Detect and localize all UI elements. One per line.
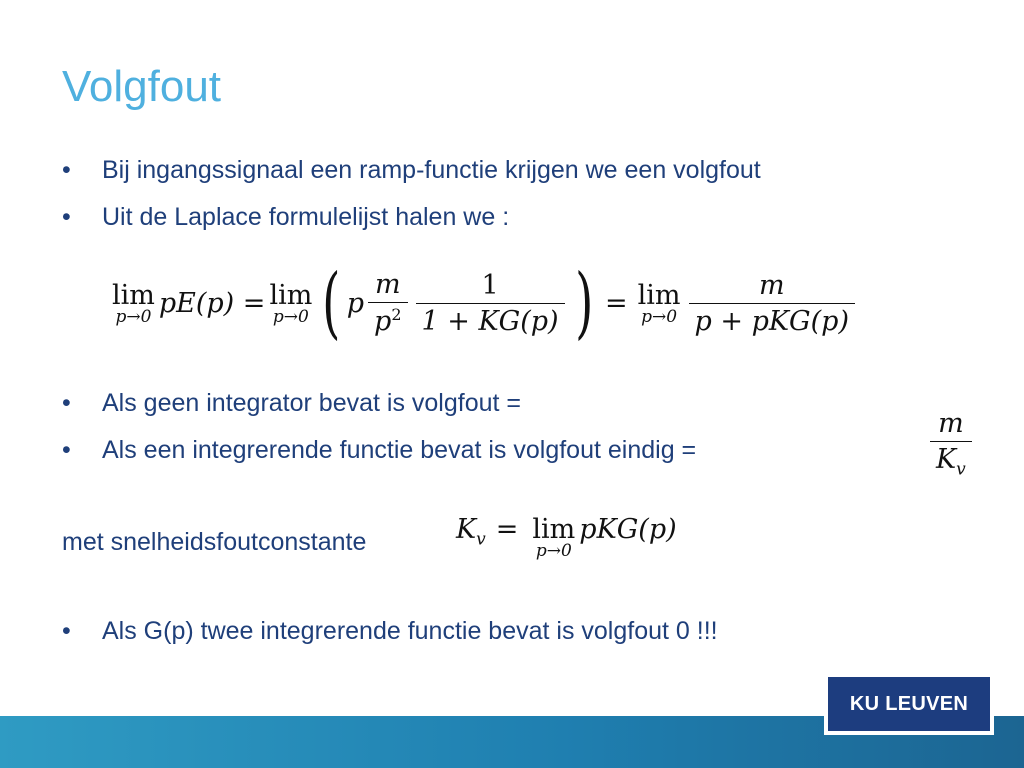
limit-operator [532,514,575,561]
v-subscript: v [476,529,486,550]
kv-formula [456,514,677,561]
bullet-text: Uit de Laplace formulelijst halen we : [102,203,510,231]
lim-subscript: p→0 [272,306,309,327]
equals-sign: = [605,287,628,319]
bullet-item-4 [62,436,696,465]
equals-sign: = [495,514,519,545]
k-symbol: K [456,514,477,545]
numerator: m [758,269,785,301]
fraction-m-over-p2 [368,269,407,337]
lim-text: lim [637,279,681,311]
bullet-text: Als een integrerende functie bevat is volgfout eindig = [102,436,697,464]
denominator [930,441,972,479]
m-over-kv-fraction [926,408,976,479]
bullet-item-5 [62,617,718,646]
logo-inner [828,677,990,731]
lim-text: lim [532,514,576,545]
lim-subscript: p→0 [115,306,152,327]
pE-term: pE(p) = [158,287,266,319]
p-factor: p [346,287,365,319]
volgfout-formula [108,258,859,348]
lim-text: lim [112,279,155,311]
kv-rhs: pKG(p) [579,514,677,545]
kv-lhs [456,514,486,549]
bullet-glyph: • [62,617,71,645]
bullet-glyph: • [62,389,71,417]
fraction-m-over-p-pkg [689,270,855,337]
numerator: m [938,408,964,439]
lim-subscript: p→0 [535,541,572,561]
numerator: m [374,269,401,300]
right-paren: ) [574,258,593,348]
k-symbol: K [936,444,957,475]
v-subscript: v [956,459,966,480]
limit-operator [638,280,681,327]
fraction-m-over-kv [930,408,972,479]
p-base: p [374,306,392,337]
denominator [368,302,407,337]
constant-label: met snelheidsfoutconstante [62,528,367,556]
denominator: p + pKG(p) [689,303,855,337]
limit-operator [269,280,312,327]
bullet-text: Als geen integrator bevat is volgfout = [102,389,522,417]
exponent: 2 [391,305,402,324]
limit-operator [112,280,155,327]
logo-text: KU LEUVEN [849,692,969,715]
denominator: 1 + KG(p) [416,303,565,337]
bullet-item-3 [62,389,521,418]
bullet-glyph: • [62,203,71,231]
ku-leuven-logo [824,673,994,735]
numerator: 1 [481,269,499,301]
bullet-glyph: • [62,436,71,464]
fraction-1-over-1kg [416,270,565,337]
lim-subscript: p→0 [641,306,678,327]
left-paren: ( [322,258,341,348]
lim-text: lim [269,279,313,311]
bullet-text: Bij ingangssignaal een ramp-functie krijgen we een volgfout [102,156,761,184]
bullet-glyph: • [62,156,71,184]
bullet-item-2 [62,203,509,232]
slide-title: Volgfout [62,62,222,111]
bullet-item-1 [62,156,761,185]
bullet-text: Als G(p) twee integrerende functie bevat is volgfout 0 !!! [102,617,718,645]
